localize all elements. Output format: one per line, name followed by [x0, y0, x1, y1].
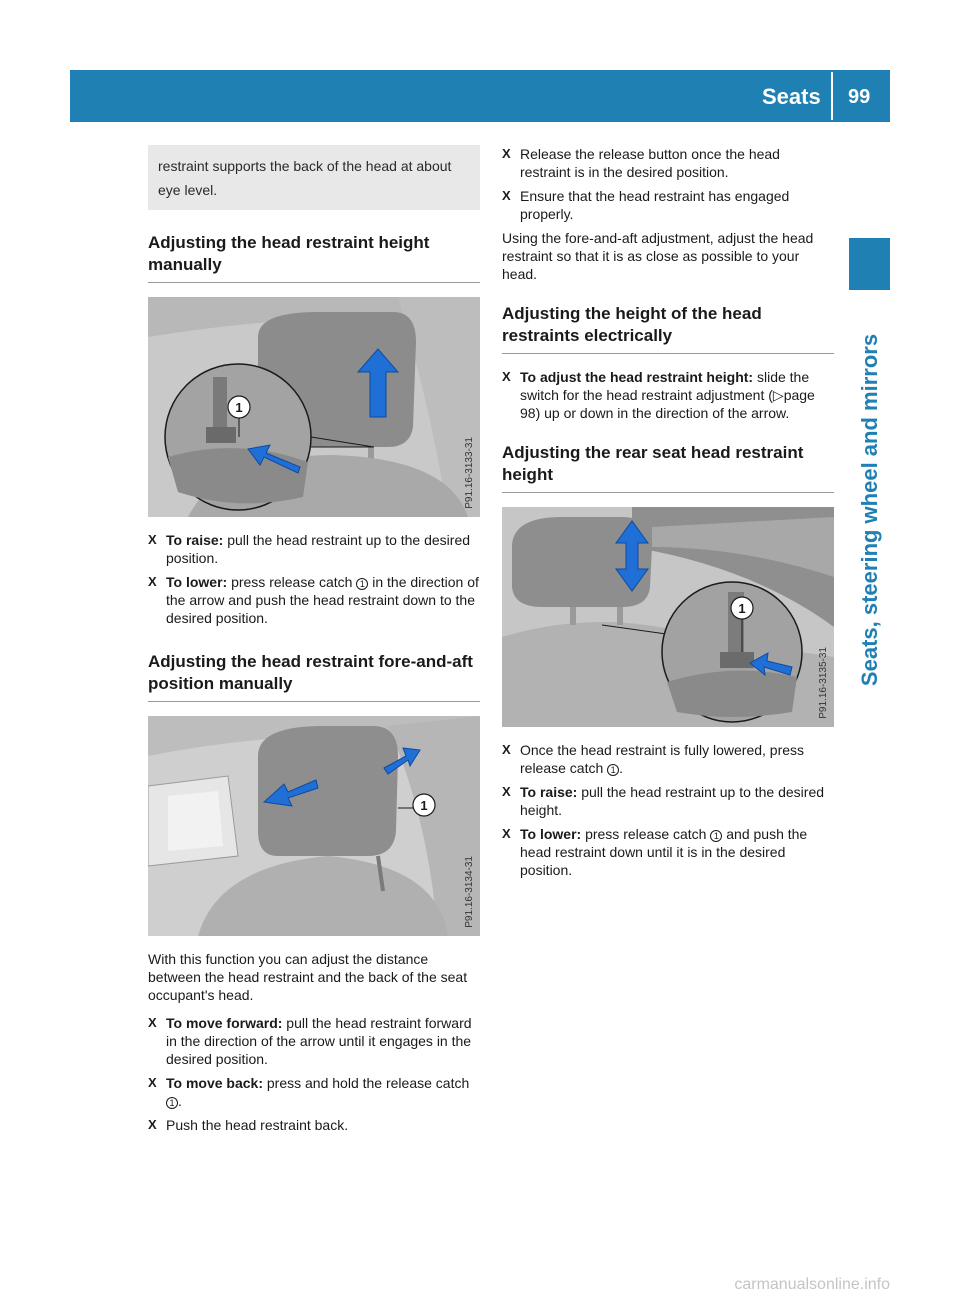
bullet-item: X To move back: press and hold the release catch 1 . [148, 1074, 480, 1110]
section-heading-height-manual: Adjusting the head restraint height manually [148, 232, 480, 283]
callout-1: 1 [710, 830, 722, 842]
bullet-list-height [148, 531, 480, 627]
bullet-list-release [502, 145, 834, 223]
figure-head-restraint-fore-aft [148, 716, 480, 936]
callout-1: 1 [356, 578, 368, 590]
side-label-wrap [849, 300, 890, 720]
side-tab-marker [849, 238, 890, 290]
section-heading-electric: Adjusting the height of the head restraints electrically [502, 303, 834, 354]
page-ref: page 98 [520, 387, 815, 421]
bullet-item: X To lower: press release catch 1 in the direction of the arrow and push the head restraint down to the desired position. [148, 573, 480, 627]
page-number: 99 [848, 86, 871, 108]
paragraph: Using the fore-and-aft adjustment, adjust the head restraint so that it is as close as possible to your head. [502, 230, 814, 282]
watermark: carmanualsonline.info [734, 1276, 890, 1293]
side-chapter-label: Seats, steering wheel and mirrors [856, 333, 882, 687]
header-title: Seats [762, 84, 821, 109]
callout-1: 1 [607, 764, 619, 776]
bullet-list-rear-seat [502, 741, 834, 879]
bullet-item: X Push the head restraint back. [148, 1116, 480, 1134]
bullet-item: X Release the release button once the head restraint is in the desired position. [502, 145, 834, 181]
bullet-item: X Once the head restraint is fully lowered, press release catch 1 . [502, 741, 834, 777]
figure-head-restraint-height [148, 297, 480, 517]
bullet-list-fore-aft [148, 1014, 480, 1134]
bullet-item: X To raise: pull the head restraint up to the desired height. [502, 783, 834, 819]
bullet-item: X To move forward: pull the head restraint forward in the direction of the arrow until it engages in the desired position. [148, 1014, 480, 1068]
header-separator [831, 72, 833, 120]
bullet-item: X To raise: pull the head restraint up to the desired position. [148, 531, 480, 567]
page-ref-arrow-icon: ▷ [772, 387, 784, 403]
callout-1: 1 [235, 400, 243, 415]
left-column [148, 145, 480, 1140]
figure-code: P91.16-3135-31 [818, 647, 829, 719]
bullet-item: X Ensure that the head restraint has engaged properly. [502, 187, 834, 223]
note-box: restraint supports the back of the head at about eye level. [148, 145, 480, 210]
bullet-item: X To lower: press release catch 1 and push the head restraint down until it is in the desired position. [502, 825, 834, 879]
right-column [502, 145, 834, 885]
callout-1: 1 [166, 1097, 178, 1109]
callout-1: 1 [738, 601, 746, 616]
figure-code: P91.16-3134-31 [464, 856, 475, 928]
bullet-item: X To adjust the head restraint height: slide the switch for the head restraint adjustment (▷page 98) up or down in the direction of the arrow. [502, 368, 834, 422]
section-heading-rear-seat: Adjusting the rear seat head restraint height [502, 442, 834, 493]
callout-1: 1 [420, 798, 428, 813]
figure-code: P91.16-3133-31 [464, 437, 475, 509]
section-heading-fore-aft: Adjusting the head restraint fore-and-aft position manually [148, 651, 480, 702]
paragraph: With this function you can adjust the distance between the head restraint and the back of the seat occupant's head. [148, 951, 468, 1003]
figure-rear-head-restraint [502, 507, 834, 727]
bullet-list-electric [502, 368, 834, 422]
